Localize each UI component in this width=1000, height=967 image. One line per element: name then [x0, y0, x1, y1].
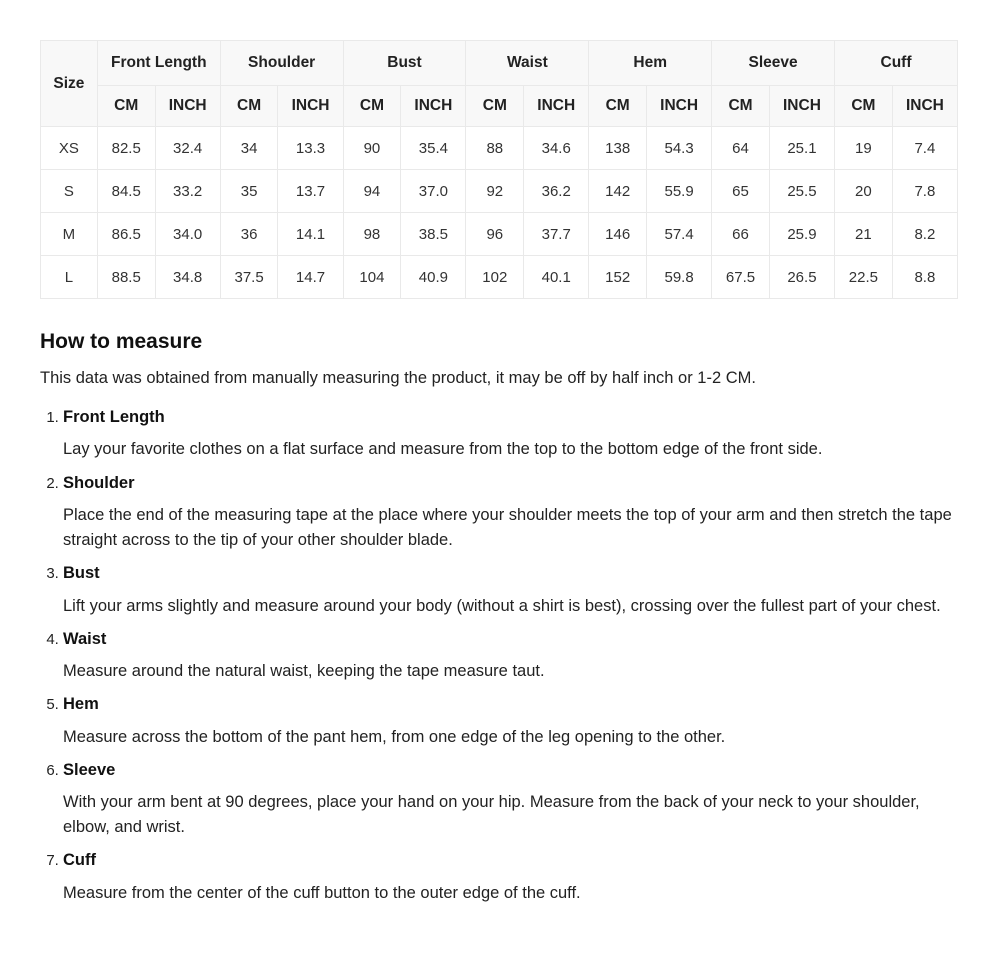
measure-description: With your arm bent at 90 degrees, place your hand on your hip. Measure from the back of your neck to your shoulder, elbow, and wrist. [63, 793, 920, 837]
measurement-cell: 152 [589, 256, 647, 299]
measurement-cell: 26.5 [769, 256, 834, 299]
measure-term: 6. Sleeve [63, 760, 116, 779]
measurement-cell: 20 [835, 170, 893, 213]
measurement-cell: 34.8 [155, 256, 220, 299]
header-row-units [41, 86, 958, 127]
col-header-unit: INCH [647, 86, 712, 127]
col-header-unit: CM [835, 86, 893, 127]
measurement-cell: 37.7 [524, 213, 589, 256]
measurement-cell: 35 [220, 170, 278, 213]
measurement-cell: 37.5 [220, 256, 278, 299]
size-cell: M [41, 213, 98, 256]
measurement-cell: 88 [466, 127, 524, 170]
measure-item [63, 563, 958, 619]
measurement-cell: 92 [466, 170, 524, 213]
measure-description: Measure around the natural waist, keeping the tape measure taut. [63, 662, 545, 681]
col-header-unit: CM [589, 86, 647, 127]
measurement-cell: 59.8 [647, 256, 712, 299]
measurement-cell: 35.4 [401, 127, 466, 170]
col-header-unit: INCH [278, 86, 343, 127]
size-cell: XS [41, 127, 98, 170]
how-to-measure-title: How to measure [40, 330, 203, 353]
measurement-cell: 13.3 [278, 127, 343, 170]
col-header-group: Sleeve [712, 41, 835, 86]
measurement-cell: 7.4 [892, 127, 957, 170]
col-header-group: Bust [343, 41, 466, 86]
measure-item [63, 694, 958, 750]
measure-item [63, 850, 958, 906]
measure-term: 5. Hem [63, 695, 99, 714]
measurement-cell: 22.5 [835, 256, 893, 299]
measurement-cell: 142 [589, 170, 647, 213]
measurement-cell: 36 [220, 213, 278, 256]
measure-list [40, 407, 958, 906]
measure-item [63, 760, 958, 841]
measurement-cell: 25.1 [769, 127, 834, 170]
measure-description: Lift your arms slightly and measure around your body (without a shirt is best), crossing over the fullest part of your chest. [63, 596, 941, 615]
measurement-cell: 55.9 [647, 170, 712, 213]
measurement-cell: 32.4 [155, 127, 220, 170]
size-chart-header [41, 41, 958, 127]
measurement-cell: 8.2 [892, 213, 957, 256]
measurement-cell: 82.5 [97, 127, 155, 170]
col-header-group: Hem [589, 41, 712, 86]
measurement-cell: 86.5 [97, 213, 155, 256]
col-header-group: Front Length [97, 41, 220, 86]
measurement-cell: 146 [589, 213, 647, 256]
col-header-unit: CM [343, 86, 401, 127]
measurement-cell: 96 [466, 213, 524, 256]
measurement-cell: 90 [343, 127, 401, 170]
measurement-cell: 7.8 [892, 170, 957, 213]
col-header-group: Shoulder [220, 41, 343, 86]
measurement-cell: 36.2 [524, 170, 589, 213]
measurement-cell: 37.0 [401, 170, 466, 213]
col-header-size: Size [41, 41, 98, 127]
col-header-unit: INCH [401, 86, 466, 127]
measure-term: 1. Front Length [63, 408, 165, 427]
table-row [41, 213, 958, 256]
col-header-group: Waist [466, 41, 589, 86]
measurement-cell: 102 [466, 256, 524, 299]
measurement-cell: 19 [835, 127, 893, 170]
measurement-cell: 40.9 [401, 256, 466, 299]
col-header-unit: INCH [892, 86, 957, 127]
size-cell: L [41, 256, 98, 299]
measure-item [63, 629, 958, 685]
col-header-unit: CM [97, 86, 155, 127]
measurement-cell: 8.8 [892, 256, 957, 299]
size-chart-table [40, 40, 958, 299]
measurement-cell: 25.5 [769, 170, 834, 213]
measurement-cell: 57.4 [647, 213, 712, 256]
measurement-cell: 14.1 [278, 213, 343, 256]
col-header-unit: CM [220, 86, 278, 127]
measurement-cell: 13.7 [278, 170, 343, 213]
measurement-cell: 25.9 [769, 213, 834, 256]
header-row-groups [41, 41, 958, 86]
col-header-unit: INCH [769, 86, 834, 127]
col-header-unit: CM [466, 86, 524, 127]
table-row [41, 256, 958, 299]
measurement-cell: 38.5 [401, 213, 466, 256]
col-header-unit: INCH [524, 86, 589, 127]
table-row [41, 127, 958, 170]
size-cell: S [41, 170, 98, 213]
measurement-cell: 138 [589, 127, 647, 170]
measurement-cell: 66 [712, 213, 770, 256]
measurement-cell: 94 [343, 170, 401, 213]
measurement-cell: 34.0 [155, 213, 220, 256]
measurement-cell: 54.3 [647, 127, 712, 170]
measure-term: 3. Bust [63, 564, 100, 583]
measure-description: Place the end of the measuring tape at the place where your shoulder meets the top of your arm and then stretch the tape straight across to the tip of your other shoulder blade. [63, 505, 952, 550]
measurement-cell: 104 [343, 256, 401, 299]
size-chart-body [41, 127, 958, 299]
measurement-cell: 64 [712, 127, 770, 170]
measure-term: 7. Cuff [63, 851, 96, 870]
measurement-cell: 65 [712, 170, 770, 213]
measurement-cell: 98 [343, 213, 401, 256]
col-header-unit: CM [712, 86, 770, 127]
measure-description: Measure across the bottom of the pant hem, from one edge of the leg opening to the other. [63, 727, 726, 746]
measure-term: 4. Waist [63, 629, 107, 648]
measurement-cell: 33.2 [155, 170, 220, 213]
measurement-cell: 67.5 [712, 256, 770, 299]
measure-intro-text: This data was obtained from manually measuring the product, it may be off by half inch or 1-2 CM. [40, 369, 756, 388]
measure-item [63, 473, 958, 554]
table-row [41, 170, 958, 213]
measurement-cell: 21 [835, 213, 893, 256]
measure-item [63, 407, 958, 463]
measurement-cell: 34 [220, 127, 278, 170]
measure-description: Lay your favorite clothes on a flat surface and measure from the top to the bottom edge of the front side. [63, 440, 823, 459]
measure-term: 2. Shoulder [63, 473, 135, 492]
measure-description: Measure from the center of the cuff button to the outer edge of the cuff. [63, 883, 581, 902]
measurement-cell: 34.6 [524, 127, 589, 170]
col-header-group: Cuff [835, 41, 958, 86]
measurement-cell: 84.5 [97, 170, 155, 213]
measurement-cell: 40.1 [524, 256, 589, 299]
col-header-unit: INCH [155, 86, 220, 127]
measurement-cell: 88.5 [97, 256, 155, 299]
measurement-cell: 14.7 [278, 256, 343, 299]
